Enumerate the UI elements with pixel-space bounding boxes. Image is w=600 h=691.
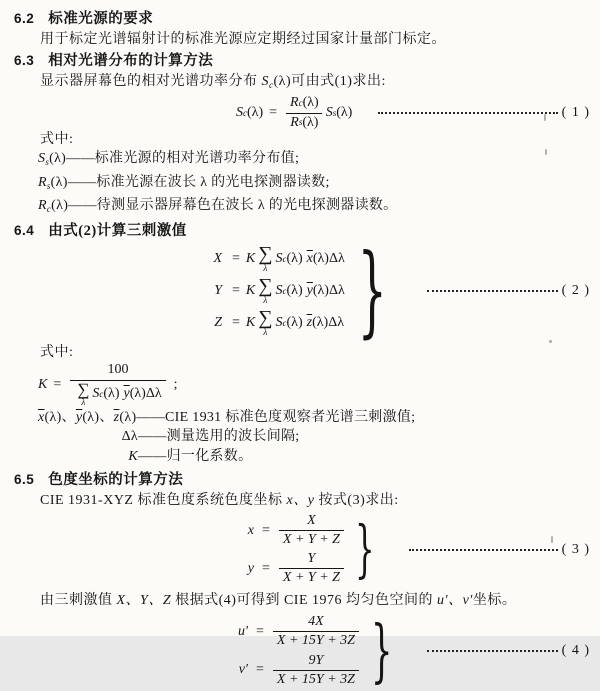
math-sub: c: [282, 286, 287, 296]
section-title: 由式(2)计算三刺激值: [48, 222, 187, 239]
fraction: [273, 614, 359, 649]
math-paren: (λ): [119, 409, 137, 425]
summation: [258, 309, 272, 337]
definition-text: 归一化系数。: [166, 448, 253, 464]
math-var-bar: $\overline{y}$: [306, 283, 313, 298]
paragraph-6-5b: [40, 591, 600, 611]
fraction-denominator: X + 15Y + 3Z: [273, 631, 359, 649]
math-var: Z: [214, 315, 222, 330]
math-paren: (λ): [312, 251, 329, 266]
delta-lambda: Δλ: [328, 251, 345, 266]
math-var: u′、v′: [437, 593, 473, 609]
math-sub: c: [282, 318, 287, 328]
paragraph-6-5: [40, 491, 600, 511]
paragraph-text: 可由式(1)求出:: [291, 74, 386, 89]
fraction: [70, 362, 165, 406]
k-definition-formula: [38, 362, 600, 408]
equation-1-formula: [236, 95, 352, 130]
math-paren: (λ)、: [82, 409, 114, 425]
math-sub: c: [269, 80, 274, 90]
equation-2: [0, 232, 600, 349]
math-var: R: [38, 174, 47, 190]
section-number: 6.4: [14, 222, 35, 238]
math-var: X、Y、Z: [116, 593, 172, 609]
fraction-denominator: X + 15Y + 3Z: [273, 670, 359, 688]
where-label: 式中:: [40, 344, 74, 360]
math-var: K: [245, 283, 256, 298]
sum-index: λ: [263, 295, 268, 305]
equation-row-y: [208, 276, 345, 307]
math-paren: (λ): [302, 114, 319, 130]
equals-sign: =: [53, 376, 62, 392]
delta-lambda: Δλ: [328, 315, 345, 330]
paragraph-6-3: [40, 72, 600, 95]
section-number: 6.2: [14, 11, 35, 26]
section-heading-6-3: [14, 50, 600, 72]
math-var: R: [38, 198, 47, 213]
equals-sign: =: [232, 251, 240, 266]
right-brace: }: [370, 610, 393, 691]
section-title: 相对光谱分布的计算方法: [48, 53, 214, 69]
math-sub: c: [298, 98, 303, 109]
math-var-bar: $\overline{y}$: [123, 386, 130, 401]
fraction-numerator: Y: [307, 551, 316, 567]
math-paren: (λ): [312, 315, 329, 330]
math-paren: (λ): [49, 151, 67, 166]
equals-sign: =: [232, 283, 240, 298]
math-var: v′: [238, 662, 248, 678]
equation-2-rows: [208, 244, 345, 339]
definition-item: [38, 149, 600, 173]
math-sub: c: [243, 108, 247, 118]
section-number: 6.3: [14, 53, 35, 68]
equals-sign: =: [262, 522, 270, 538]
math-var-bar: $\overline{z}$: [306, 315, 313, 330]
equation-label: ( 4 ): [561, 643, 590, 659]
fraction-numerator: [286, 95, 323, 112]
definition-text: 待测显示器屏幕色在波长 λ 的光电探测器读数。: [96, 198, 398, 213]
definition-text: 标准光源在波长 λ 的光电探测器读数;: [96, 174, 330, 190]
fraction-numerator: 4X: [308, 614, 324, 630]
definition-item: [38, 447, 600, 467]
paragraph-text: 根据式(4)可得到 CIE 1976 均匀色空间的: [171, 593, 438, 609]
math-sub: s: [332, 108, 337, 118]
math-var: X: [213, 251, 222, 266]
equation-4: [0, 610, 600, 691]
definition-dash: ——: [67, 174, 97, 190]
definition-term: Δλ: [121, 429, 138, 444]
equation-row-z: [208, 308, 345, 339]
math-paren: (λ): [103, 386, 120, 401]
math-var: x: [247, 522, 254, 538]
fraction-denominator: X + Y + Z: [279, 530, 344, 548]
scan-artifact: [551, 536, 553, 543]
fraction-numerator: X: [307, 513, 316, 528]
semicolon: ;: [173, 376, 178, 392]
definition-text: 测量选用的波长间隔;: [166, 429, 300, 444]
math-paren: (λ): [286, 283, 303, 298]
equals-sign: =: [232, 315, 240, 330]
equation-label: ( 2 ): [561, 283, 590, 298]
equation-3: [0, 513, 600, 586]
math-var: R: [290, 95, 299, 111]
dotted-leader: [427, 290, 557, 292]
fraction-denominator: [286, 113, 322, 131]
fraction-denominator: [70, 380, 165, 407]
math-paren: (λ): [336, 105, 353, 120]
definition-dash: ——: [68, 198, 97, 213]
math-paren: (λ): [129, 386, 146, 401]
definition-term: K: [128, 448, 138, 464]
definition-dash: ——: [66, 151, 95, 166]
math-paren: (λ): [302, 95, 319, 111]
math-var: S: [261, 74, 269, 89]
equation-row-y: [238, 551, 347, 586]
math-var: S: [275, 283, 283, 298]
scan-artifact: [549, 340, 552, 343]
sum-index: λ: [263, 263, 268, 273]
math-sub: s: [45, 157, 50, 167]
summation: [77, 379, 90, 407]
math-var: S: [236, 105, 243, 120]
definition-text: CIE 1931 标准色度观察者光谱三刺激值;: [165, 409, 416, 425]
definition-dash: ——: [138, 429, 167, 444]
definition-item: [38, 196, 600, 220]
equation-label: ( 3 ): [561, 541, 590, 557]
math-var: y: [247, 560, 254, 576]
sigma-symbol: ∑: [258, 307, 273, 329]
where-label: 式中:: [40, 132, 74, 147]
math-var: S: [92, 386, 100, 401]
section-number: 6.5: [14, 472, 35, 487]
summation: [258, 245, 272, 273]
dotted-leader: [409, 549, 558, 551]
right-brace: }: [357, 232, 387, 349]
math-paren: (λ): [51, 198, 69, 213]
equals-sign: =: [256, 662, 264, 678]
math-paren: (λ): [312, 283, 329, 298]
math-paren: (λ): [247, 105, 264, 120]
equals-sign: =: [262, 560, 270, 576]
dotted-leader: [378, 112, 557, 114]
paragraph-text: 由三刺激值: [40, 593, 117, 609]
equation-row-v: [232, 653, 362, 688]
definition-item: [38, 427, 600, 447]
scan-artifact: [544, 114, 546, 121]
definition-item: [38, 173, 600, 197]
equation-row-x: [208, 244, 345, 275]
equation-label: ( 1 ): [561, 105, 590, 120]
math-sub: c: [46, 204, 52, 214]
fraction-denominator: X + Y + Z: [279, 568, 344, 586]
section-heading-6-4: [14, 220, 600, 242]
math-var: R: [290, 114, 299, 130]
math-paren: (λ): [286, 251, 303, 266]
definition-dash: ——: [136, 409, 166, 425]
section-heading-6-2: [14, 8, 600, 30]
section-title: 色度坐标的计算方法: [48, 472, 184, 488]
math-var-bar: $\overline{x}$: [306, 251, 313, 266]
math-sub: s: [46, 180, 51, 191]
delta-lambda: Δλ: [145, 386, 162, 401]
fraction-numerator: 100: [107, 362, 129, 378]
sigma-symbol: ∑: [258, 275, 273, 297]
section-title: 标准光源的要求: [48, 11, 154, 27]
paragraph-text: 按式(3)求出:: [314, 493, 399, 508]
math-var: K: [245, 251, 256, 266]
paragraph-text: 显示器屏幕色的相对光谱功率分布: [40, 74, 262, 89]
math-sub: s: [298, 117, 303, 128]
sigma-symbol: ∑: [77, 379, 90, 399]
fraction-numerator: 9Y: [308, 652, 324, 668]
sum-index: λ: [81, 396, 86, 407]
delta-lambda: Δλ: [328, 283, 345, 298]
definition-item: [38, 408, 600, 428]
math-sub: c: [99, 388, 104, 399]
summation: [258, 277, 272, 305]
equation-1: [0, 96, 600, 130]
fraction: [279, 551, 344, 586]
equation-row-x: [238, 513, 347, 548]
right-brace: }: [354, 513, 375, 585]
paragraph-text: CIE 1931-XYZ 标准色度系统色度坐标: [40, 493, 287, 508]
math-var: Y: [214, 283, 222, 298]
equals-sign: =: [269, 105, 278, 120]
math-var: K: [245, 315, 256, 330]
equals-sign: =: [256, 623, 264, 639]
paragraph-text: 坐标。: [472, 593, 517, 609]
math-var: S: [275, 315, 283, 330]
math-paren: (λ): [286, 315, 303, 330]
math-paren: (λ)、: [44, 409, 76, 425]
math-var-bar: $\overline{y}$: [75, 409, 83, 425]
fraction: [279, 513, 344, 548]
paragraph-6-2: 用于标定光谱辐射计的标准光源应定期经过国家计量部门标定。: [40, 32, 446, 47]
math-var: x、y: [286, 493, 315, 508]
math-sub: c: [282, 254, 287, 264]
definition-text: 标准光源的相对光谱功率分布值;: [94, 151, 300, 166]
math-var: S: [38, 151, 46, 166]
math-var: S: [325, 105, 333, 120]
fraction: [286, 95, 323, 130]
sigma-symbol: ∑: [258, 243, 273, 265]
math-var-bar: $\overline{z}$: [113, 409, 120, 425]
section-heading-6-5: [14, 469, 600, 491]
fraction: [273, 653, 359, 688]
dotted-leader: [427, 650, 557, 652]
equation-3-rows: [238, 513, 347, 586]
math-var-bar: $\overline{x}$: [38, 409, 45, 425]
math-paren: (λ): [273, 74, 292, 89]
equation-row-u: [232, 614, 362, 649]
math-var: K: [38, 376, 48, 392]
math-var: u′: [237, 623, 248, 639]
definition-dash: ——: [138, 448, 167, 464]
math-paren: (λ): [50, 174, 68, 190]
equation-4-rows: [232, 614, 362, 687]
scan-artifact: [545, 149, 547, 155]
sum-index: λ: [263, 327, 268, 337]
math-var: S: [275, 251, 283, 266]
